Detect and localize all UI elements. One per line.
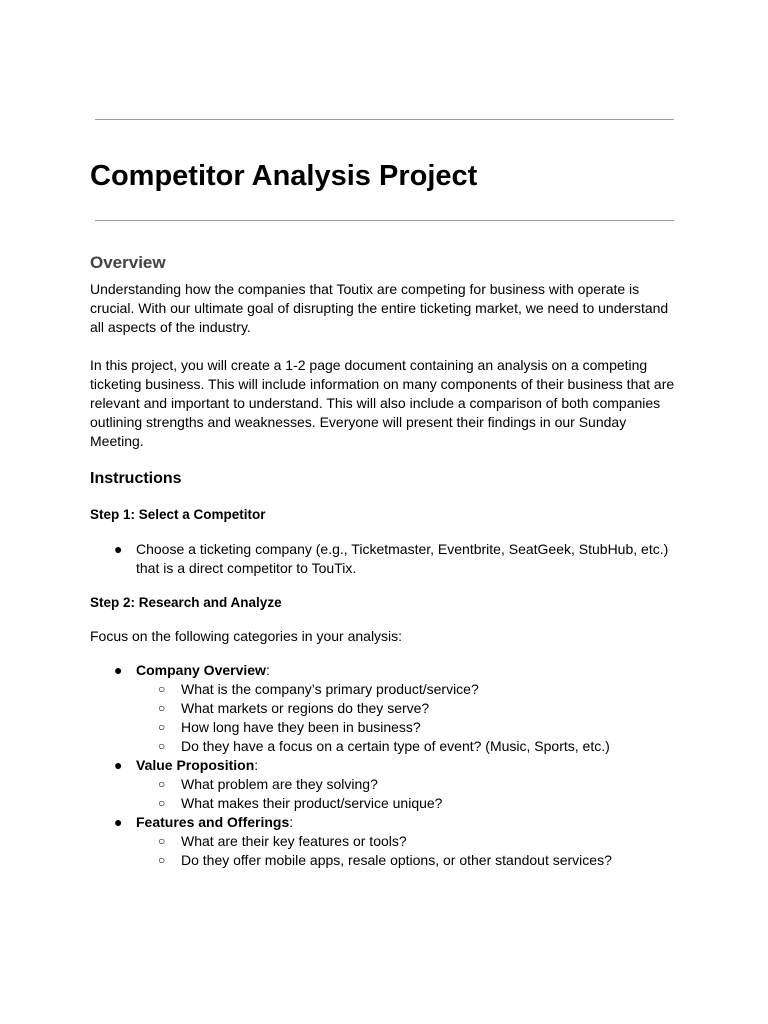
sub-bullet-icon: ○	[158, 720, 166, 734]
list-item	[90, 775, 676, 794]
question-text: Do they have a focus on a certain type of event? (Music, Sports, etc.)	[181, 738, 610, 754]
category-value-proposition	[90, 756, 676, 775]
question-text: What makes their product/service unique?	[181, 795, 443, 811]
category-suffix: :	[265, 662, 270, 678]
list-item	[90, 718, 676, 737]
category-company-overview	[90, 661, 676, 680]
question-text: How long have they been in business?	[181, 719, 421, 735]
overview-paragraph-1: Understanding how the companies that Toutix are competing for business with operate is crucial. With our ultimate goal of disrupting the entire ticketing market, we need to understand all aspects of the industry.	[90, 281, 669, 335]
analysis-categories-list	[90, 661, 676, 870]
category-features-and-offerings	[90, 813, 676, 832]
sub-bullet-icon: ○	[158, 701, 166, 715]
sub-bullet-icon: ○	[158, 777, 166, 791]
category-suffix: :	[254, 757, 259, 773]
sub-bullet-icon: ○	[158, 739, 166, 753]
list-item	[90, 794, 676, 813]
list-item	[90, 680, 676, 699]
bullet-icon: ●	[114, 814, 123, 830]
step-2-heading: Step 2: Research and Analyze	[90, 595, 282, 610]
bullet-icon: ●	[114, 757, 123, 773]
list-item	[90, 737, 676, 756]
bullet-icon: ●	[114, 662, 123, 678]
overview-heading: Overview	[90, 253, 166, 272]
overview-paragraph-2: In this project, you will create a 1-2 page document containing an analysis on a competing ticketing business. This will include information on many components of their business that are relevant and important to understand. This will also include a comparison of both companies outlining strengths and weaknesses. Everyone will present their findings in our Sunday Meeting.	[90, 357, 675, 449]
category-label: Value Proposition	[136, 757, 255, 773]
list-item	[90, 699, 676, 718]
category-suffix: :	[289, 814, 294, 830]
category-label: Features and Offerings	[136, 814, 290, 830]
question-text: Do they offer mobile apps, resale options, or other standout services?	[181, 852, 612, 868]
question-text: What markets or regions do they serve?	[181, 700, 430, 716]
question-text: What are their key features or tools?	[181, 833, 407, 849]
question-text: What problem are they solving?	[181, 776, 378, 792]
sub-bullet-icon: ○	[158, 853, 166, 867]
category-label: Company Overview	[136, 662, 266, 678]
sub-bullet-icon: ○	[158, 682, 166, 696]
bullet-icon: ●	[114, 541, 123, 557]
step-1-bullet-text: Choose a ticketing company (e.g., Ticketmaster, Eventbrite, SeatGeek, StubHub, etc.) that is a direct competitor to TouTix.	[136, 541, 669, 576]
top-horizontal-rule	[95, 119, 674, 120]
sub-bullet-icon: ○	[158, 796, 166, 810]
list-item	[90, 832, 676, 851]
list-item	[90, 540, 676, 578]
page-title: Competitor Analysis Project	[90, 160, 478, 192]
sub-bullet-icon: ○	[158, 834, 166, 848]
instructions-heading: Instructions	[90, 470, 182, 487]
list-item	[90, 851, 676, 870]
step-1-heading: Step 1: Select a Competitor	[90, 507, 266, 522]
title-horizontal-rule	[95, 220, 674, 221]
step-2-intro: Focus on the following categories in your analysis:	[90, 628, 403, 644]
question-text: What is the company’s primary product/service?	[181, 681, 479, 697]
step-1-list	[90, 540, 676, 578]
